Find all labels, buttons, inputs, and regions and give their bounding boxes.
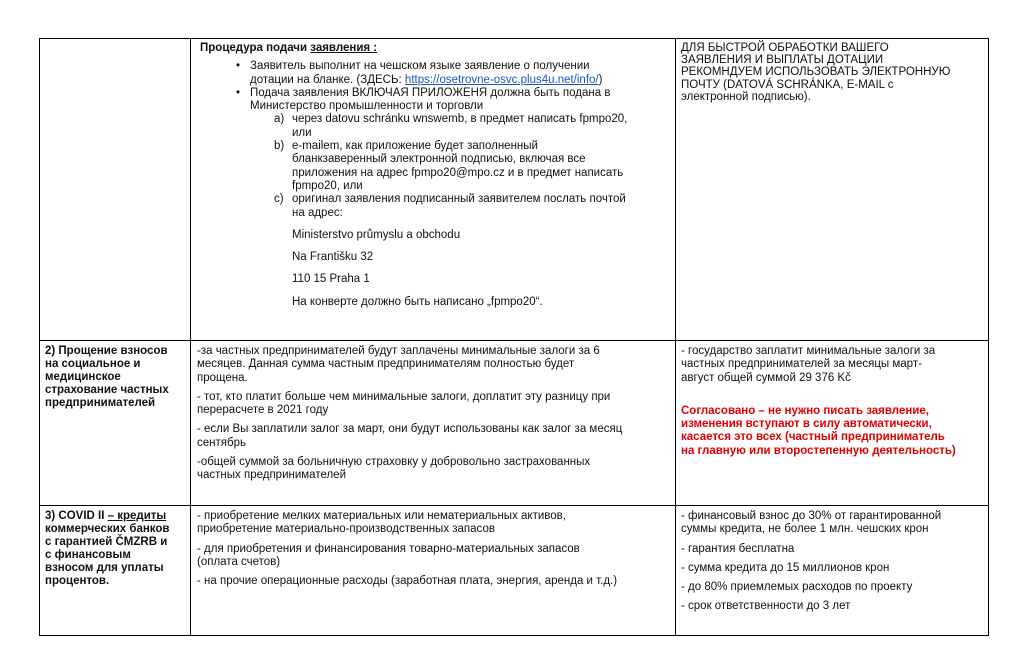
row3-terms-cell [681,510,986,614]
option-c-line: на адрес: [292,206,343,219]
submission-options [274,113,670,219]
note-line: ДЛЯ БЫСТРОЙ ОБРАБОТКИ ВАШЕГО [681,42,889,54]
row3-details-cell [197,510,672,588]
row2-title-cell [45,345,190,410]
option-b-line: бланкзаверенный электронной подписью, включая все [292,153,586,166]
option-b-line: fpmpo20, или [292,179,363,192]
option-c-line: оригинал заявления подписанный заявителем послать почтой [292,193,626,206]
row1-procedure-cell [200,42,670,309]
agreed-notice-line: изменения вступают в силу автоматически, [681,418,932,431]
row3-para-line: (оплата счетов) [197,555,281,568]
row3-title-underlined: – кредиты [107,510,167,522]
row3-title-cell [45,510,190,588]
row-divider-2 [39,505,989,506]
note-line: электронной подписью). [681,90,811,103]
row3-term-line: суммы кредита, не более 1 млн. чешских крон [681,523,929,536]
row2-para-line: - тот, кто платит больше чем минимальные залоги, доплатит эту разницу при [197,390,611,403]
option-b [274,140,670,193]
option-a-line: через datovu schránku wnswemb, в предмет написать fpmpo20, [292,113,628,126]
row3-term-4: - до 80% приемлемых расходов по проекту [681,581,913,594]
postal-address [292,229,670,309]
row3-title-line [45,510,190,523]
row2-title-line: медицинское [45,371,121,383]
column-divider-1 [190,38,191,636]
bullet-1 [236,60,670,87]
row2-note-line: частных предпринимателей за месяцы март- [681,358,922,371]
option-marker: b) [274,140,285,153]
row2-note-cell [681,345,986,458]
row3-title-line: процентов. [45,575,110,587]
agreed-notice-line: на главную или второстепенную деятельность) [681,444,956,457]
note-line: РЕКОМНДУЕМ ИСПОЛЬЗОВАТЬ ЭЛЕКТРОННУЮ [681,66,951,79]
note-line: ЗАЯВЛЕНИЯ И ВЫПЛАТЫ ДОТАЦИИ [681,54,884,67]
row2-para-1 [197,345,672,385]
option-c [274,193,670,220]
row2-title-line: предпринимателей [45,397,156,409]
row2-para-4 [197,456,672,483]
row2-para-line: месяцев. Данная сумма частным предпринимателям полностью будет [197,358,575,371]
row3-title-line: коммерческих банков [45,523,170,535]
row2-details-cell [197,345,672,483]
row2-note-line: - государство заплатит минимальные залоги за [681,345,936,357]
row2-title-line: на социальное и [45,358,141,370]
procedure-bullets [236,60,670,113]
row2-para-2 [197,391,672,418]
row3-title-line: с финансовым [45,549,131,561]
row2-para-3 [197,423,672,450]
agreed-notice-line: Согласовано – не нужно писать заявление, [681,404,929,417]
row3-title-text: 3) COVID II [45,510,108,522]
column-divider-2 [675,38,676,636]
envelope-note: На конверте должно быть написано „fpmpo20“. [292,295,543,308]
address-line: 110 15 Praha 1 [292,273,370,286]
row3-term-5: - срок ответственности до 3 лет [681,600,851,613]
row3-para-2 [197,543,672,570]
row3-para-3: - на прочие операционные расходы (заработная плата, энергия, аренда и т.д.) [197,575,618,588]
row1-note-cell [681,42,981,103]
row2-para-line: частных предпринимателей [197,469,346,482]
row-divider-1 [39,340,989,341]
bullet-dot: • [236,86,241,99]
row2-para-line: -общей суммой за больничную страховку у добровольно застрахованных [197,456,591,469]
bullet-1-line [250,74,670,87]
bullet-2 [236,86,670,114]
bullet-1-line: Заявитель выполнит на чешском языке заявление о получении [250,60,590,73]
option-marker: a) [274,113,285,126]
row3-title-line: с гарантией ČMZRB и [45,536,168,548]
address-line: Na Františku 32 [292,251,374,264]
row3-term-2: - гарантия бесплатна [681,542,795,555]
row3-term-3: - сумма кредита до 15 миллионов крон [681,561,890,574]
application-form-link[interactable]: https://osetrovne-osvc.plus4u.net/info/ [404,73,599,86]
row2-para-line: - если Вы заплатили залог за март, они будут использованы как залог за месяц [197,423,623,436]
row3-para-line: - для приобретения и финансирования товарно-материальных запасов [197,542,580,555]
row3-title-line: взносом для уплаты [45,562,164,574]
row2-title-line: страхование частных [45,384,169,396]
note-line: ПОЧТУ (DATOVÁ SCHRÁNKA, E-MAIL с [681,78,894,91]
agreed-notice [681,405,986,458]
row3-para-line: - приобретение мелких материальных или нематериальных активов, [197,510,566,522]
row3-para-1 [197,510,672,537]
option-marker: c) [274,193,284,206]
option-b-line: приложения на адрес fpmpo20@mpo.cz и в предмет написать [292,166,624,179]
row2-para-line: сентябрь [197,436,246,449]
bullet-dot: • [236,60,241,73]
address-line: Ministerstvo průmyslu a obchodu [292,228,461,241]
agreed-notice-line: касается это всех (частный предприниматель [681,431,945,444]
row3-term-line: - финансовый взнос до 30% от гарантированной [681,510,942,522]
row2-note-line: август общей суммой 29 376 Kč [681,371,851,384]
row2-para-line: перерасчете в 2021 году [197,404,329,417]
bullet-1-end: ) [598,73,603,86]
option-a [274,113,670,140]
option-b-line: e-mailem, как приложение будет заполненный [292,140,538,153]
row3-para-line: приобретение материально-производственных запасов [197,523,495,536]
procedure-title-text: Процедура подачи [200,42,311,54]
row2-para-line: -за частных предпринимателей будут заплачены минимальные залоги за 6 [197,345,600,357]
procedure-title-underlined: заявления : [310,42,378,54]
bullet-1-text: дотации на бланке. (ЗДЕСЬ: [250,73,405,86]
bullet-2-line: Подача заявления ВКЛЮЧАЯ ПРИЛОЖЕНЯ должна быть подана в [250,86,611,99]
option-a-line: или [292,126,312,139]
row3-term-1 [681,510,986,537]
row2-para-line: прощена. [197,371,248,384]
procedure-title [200,42,670,55]
row2-title-line: 2) Прощение взносов [45,345,168,357]
bullet-2-line: Министерство промышленности и торговли [250,100,484,113]
